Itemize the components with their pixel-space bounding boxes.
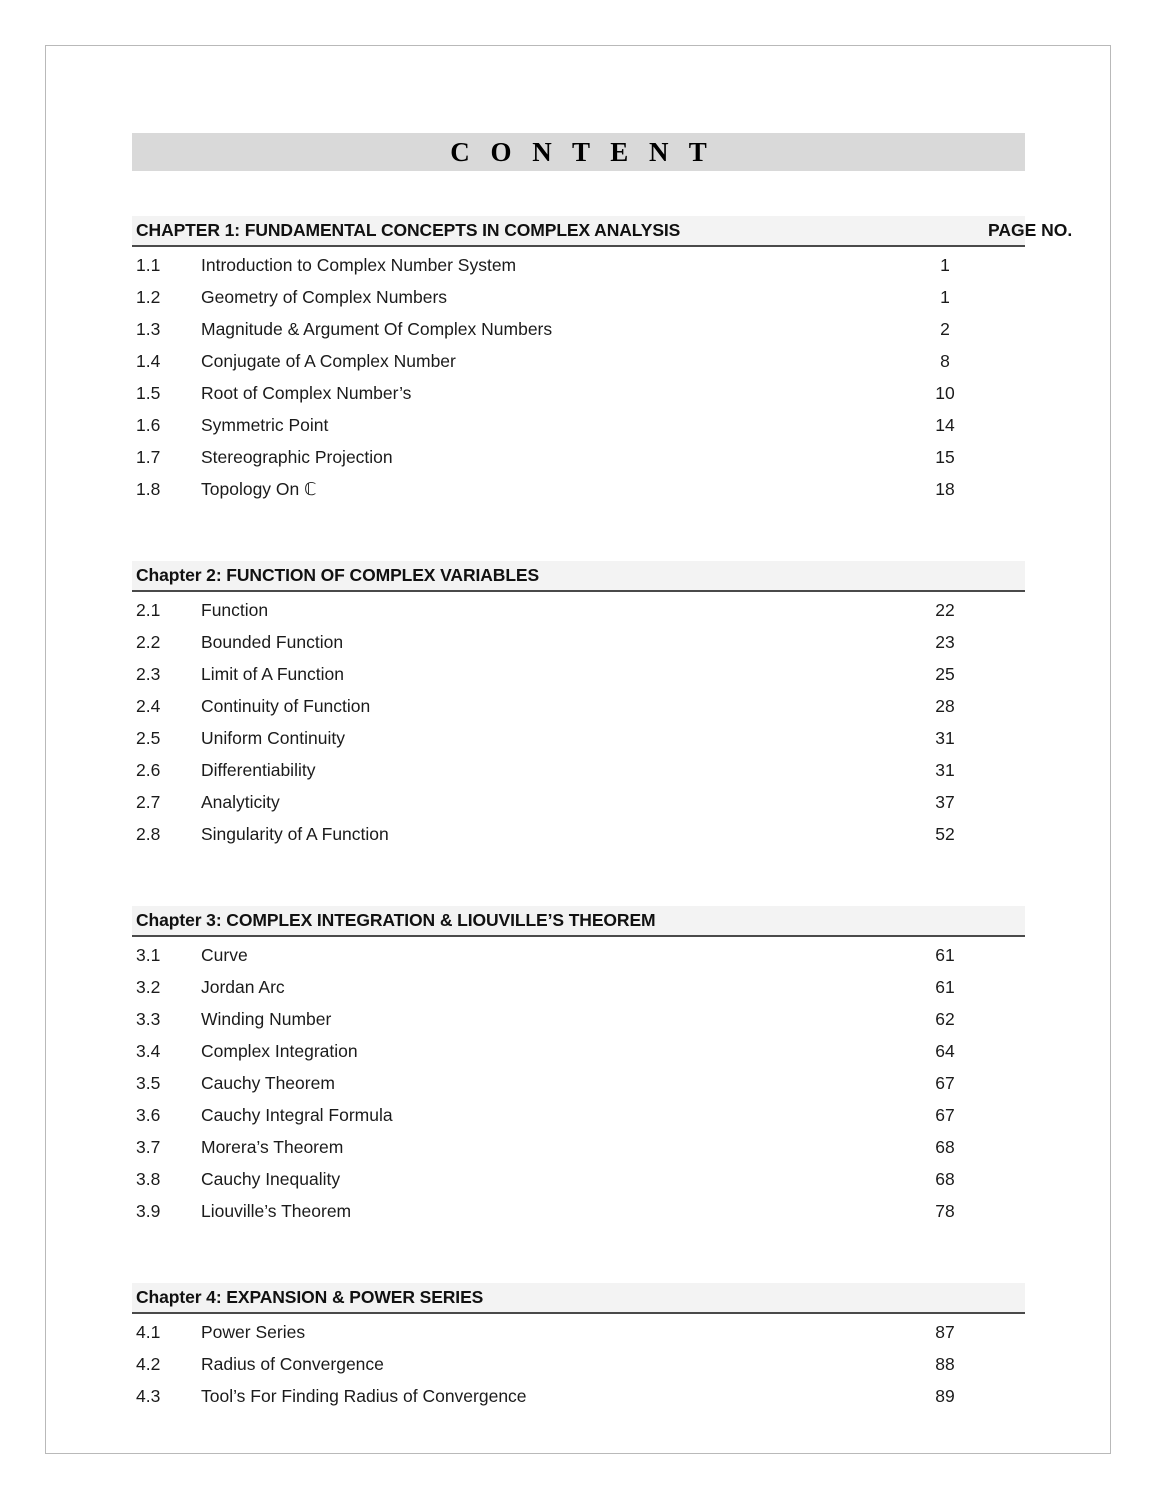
toc-entry-row[interactable]: [132, 696, 1025, 728]
chapter-entries: [132, 1314, 1025, 1418]
toc-entry-row[interactable]: [132, 728, 1025, 760]
toc-entry-title: Conjugate of A Complex Number: [201, 351, 456, 371]
toc-entry-number: 1.7: [136, 447, 161, 467]
chapter-header: [132, 216, 1073, 247]
toc-entry-number: 2.8: [136, 824, 161, 844]
toc-entry-row[interactable]: [132, 1169, 1025, 1201]
toc-entry-page-number: 37: [935, 792, 955, 812]
toc-entry-row[interactable]: [132, 415, 1025, 447]
toc-entry-number: 1.8: [136, 479, 161, 499]
toc-entry-number: 3.1: [136, 945, 161, 965]
toc-entry-row[interactable]: [132, 1041, 1025, 1073]
toc-entry-row[interactable]: [132, 255, 1025, 287]
toc-entry-title: Limit of A Function: [201, 664, 344, 684]
toc-entry-number: 1.2: [136, 287, 161, 307]
toc-entry-title: Uniform Continuity: [201, 728, 345, 748]
toc-entry-page-number: 62: [935, 1009, 955, 1029]
toc-entry-title: Continuity of Function: [201, 696, 371, 716]
chapter-header-inner: [136, 565, 1025, 586]
page-number-column-label: PAGE NO.: [988, 220, 1073, 240]
chapter-header-title: Chapter 3: COMPLEX INTEGRATION & LIOUVILLE’S THEOREM: [136, 910, 656, 930]
chapter-header-title: Chapter 4: EXPANSION & POWER SERIES: [136, 1287, 484, 1307]
toc-entry-row[interactable]: [132, 479, 1025, 511]
toc-entry-page-number: 2: [940, 319, 950, 339]
toc-entry-page-number: 31: [935, 760, 955, 780]
toc-entry-page-number: 22: [935, 600, 955, 620]
toc-entry-number: 3.8: [136, 1169, 161, 1189]
toc-entry-page-number: 28: [935, 696, 955, 716]
toc-entry-row[interactable]: [132, 447, 1025, 479]
toc-entry-page-number: 88: [935, 1354, 955, 1374]
toc-entry-page-number: 61: [935, 977, 955, 997]
page-title: C O N T E N T: [450, 136, 714, 167]
toc-entry-number: 3.4: [136, 1041, 161, 1061]
content-title-banner: [132, 133, 1025, 171]
toc-entry-number: 4.2: [136, 1354, 161, 1374]
toc-entry-number: 4.3: [136, 1386, 161, 1406]
toc-entry-title: Jordan Arc: [201, 977, 285, 997]
table-of-contents: [132, 133, 1073, 1418]
toc-entry-number: 2.4: [136, 696, 161, 716]
chapter-block: [132, 561, 1025, 856]
toc-entry-row[interactable]: [132, 383, 1025, 415]
toc-entry-row[interactable]: [132, 1137, 1025, 1169]
toc-entry-number: 3.3: [136, 1009, 161, 1029]
toc-entry-row[interactable]: [132, 945, 1025, 977]
chapter-header: [132, 1283, 1025, 1314]
toc-entry-page-number: 15: [935, 447, 955, 467]
toc-entry-page-number: 1: [940, 255, 950, 275]
toc-entry-title: Introduction to Complex Number System: [201, 255, 517, 275]
toc-entry-title: Function: [201, 600, 269, 620]
toc-entry-row[interactable]: [132, 319, 1025, 351]
toc-entry-title: Morera’s Theorem: [201, 1137, 344, 1157]
toc-entry-title: Root of Complex Number’s: [201, 383, 412, 403]
toc-entry-page-number: 61: [935, 945, 955, 965]
chapter-header-inner: [136, 910, 1025, 931]
toc-entry-row[interactable]: [132, 792, 1025, 824]
toc-entry-title: Radius of Convergence: [201, 1354, 384, 1374]
toc-entry-number: 4.1: [136, 1322, 161, 1342]
toc-entry-number: 1.4: [136, 351, 161, 371]
toc-entry-page-number: 10: [935, 383, 955, 403]
toc-entry-number: 1.6: [136, 415, 161, 435]
toc-entry-row[interactable]: [132, 632, 1025, 664]
toc-entry-row[interactable]: [132, 1354, 1025, 1386]
chapter-header-inner: [136, 1287, 1025, 1308]
chapter-block: [132, 216, 1073, 511]
toc-entry-number: 2.5: [136, 728, 161, 748]
toc-entry-title: Cauchy Inequality: [201, 1169, 341, 1189]
toc-entry-row[interactable]: [132, 1322, 1025, 1354]
toc-entry-number: 3.5: [136, 1073, 161, 1093]
toc-entry-row[interactable]: [132, 1105, 1025, 1137]
toc-entry-page-number: 67: [935, 1073, 955, 1093]
toc-entry-page-number: 52: [935, 824, 955, 844]
chapter-block: [132, 1283, 1025, 1418]
toc-entry-title: Magnitude & Argument Of Complex Numbers: [201, 319, 553, 339]
toc-entry-number: 2.6: [136, 760, 161, 780]
toc-entry-title: Topology On ℂ: [201, 479, 317, 499]
toc-entry-page-number: 14: [935, 415, 955, 435]
toc-entry-page-number: 78: [935, 1201, 955, 1221]
toc-entry-title: Power Series: [201, 1322, 306, 1342]
toc-entry-number: 3.2: [136, 977, 161, 997]
toc-entry-title: Singularity of A Function: [201, 824, 389, 844]
toc-entry-page-number: 25: [935, 664, 955, 684]
toc-entry-page-number: 67: [935, 1105, 955, 1125]
toc-entry-number: 1.5: [136, 383, 161, 403]
toc-entry-page-number: 8: [940, 351, 950, 371]
toc-entry-page-number: 87: [935, 1322, 955, 1342]
toc-entry-number: 2.1: [136, 600, 161, 620]
chapter-header: [132, 561, 1025, 592]
toc-entry-number: 3.6: [136, 1105, 161, 1125]
toc-entry-title: Stereographic Projection: [201, 447, 393, 467]
toc-entry-row[interactable]: [132, 1009, 1025, 1041]
chapter-header-title: CHAPTER 1: FUNDAMENTAL CONCEPTS IN COMPLEX ANALYSIS: [136, 220, 681, 240]
toc-entry-title: Complex Integration: [201, 1041, 358, 1061]
toc-entry-number: 1.1: [136, 255, 161, 275]
toc-entry-title: Liouville’s Theorem: [201, 1201, 352, 1221]
toc-entry-title: Symmetric Point: [201, 415, 329, 435]
toc-entry-page-number: 31: [935, 728, 955, 748]
toc-entry-row[interactable]: [132, 351, 1025, 383]
toc-entry-title: Tool’s For Finding Radius of Convergence: [201, 1386, 527, 1406]
toc-entry-row[interactable]: [132, 1073, 1025, 1105]
toc-entry-title: Cauchy Integral Formula: [201, 1105, 393, 1125]
chapter-header: [132, 906, 1025, 937]
toc-entry-title: Bounded Function: [201, 632, 344, 652]
toc-entry-number: 3.9: [136, 1201, 161, 1221]
toc-entry-title: Geometry of Complex Numbers: [201, 287, 448, 307]
toc-entry-page-number: 64: [935, 1041, 955, 1061]
toc-entry-title: Curve: [201, 945, 248, 965]
toc-entry-page-number: 89: [935, 1386, 955, 1406]
chapter-entries: [132, 247, 1025, 511]
toc-entry-row[interactable]: [132, 1201, 1025, 1233]
toc-entry-row[interactable]: [132, 600, 1025, 632]
chapter-header-inner: [136, 220, 1073, 241]
toc-entry-title: Cauchy Theorem: [201, 1073, 335, 1093]
chapter-header-title: Chapter 2: FUNCTION OF COMPLEX VARIABLES: [136, 565, 540, 585]
toc-entry-row[interactable]: [132, 1386, 1025, 1418]
toc-entry-row[interactable]: [132, 287, 1025, 319]
toc-entry-page-number: 68: [935, 1169, 955, 1189]
toc-entry-title: Winding Number: [201, 1009, 332, 1029]
toc-entry-page-number: 18: [935, 479, 955, 499]
toc-entry-title: Differentiability: [201, 760, 316, 780]
chapter-entries: [132, 937, 1025, 1233]
toc-entry-page-number: 1: [940, 287, 950, 307]
toc-entry-row[interactable]: [132, 760, 1025, 792]
toc-entry-number: 2.2: [136, 632, 161, 652]
toc-entry-title: Analyticity: [201, 792, 280, 812]
toc-entry-page-number: 68: [935, 1137, 955, 1157]
toc-entry-page-number: 23: [935, 632, 955, 652]
chapter-block: [132, 906, 1025, 1233]
toc-entry-row[interactable]: [132, 977, 1025, 1009]
toc-entry-row[interactable]: [132, 664, 1025, 696]
toc-entry-number: 1.3: [136, 319, 161, 339]
toc-entry-row[interactable]: [132, 824, 1025, 856]
chapter-entries: [132, 592, 1025, 856]
toc-entry-number: 2.3: [136, 664, 161, 684]
toc-entry-number: 3.7: [136, 1137, 161, 1157]
chapter-list: [132, 216, 1073, 1418]
toc-entry-number: 2.7: [136, 792, 161, 812]
